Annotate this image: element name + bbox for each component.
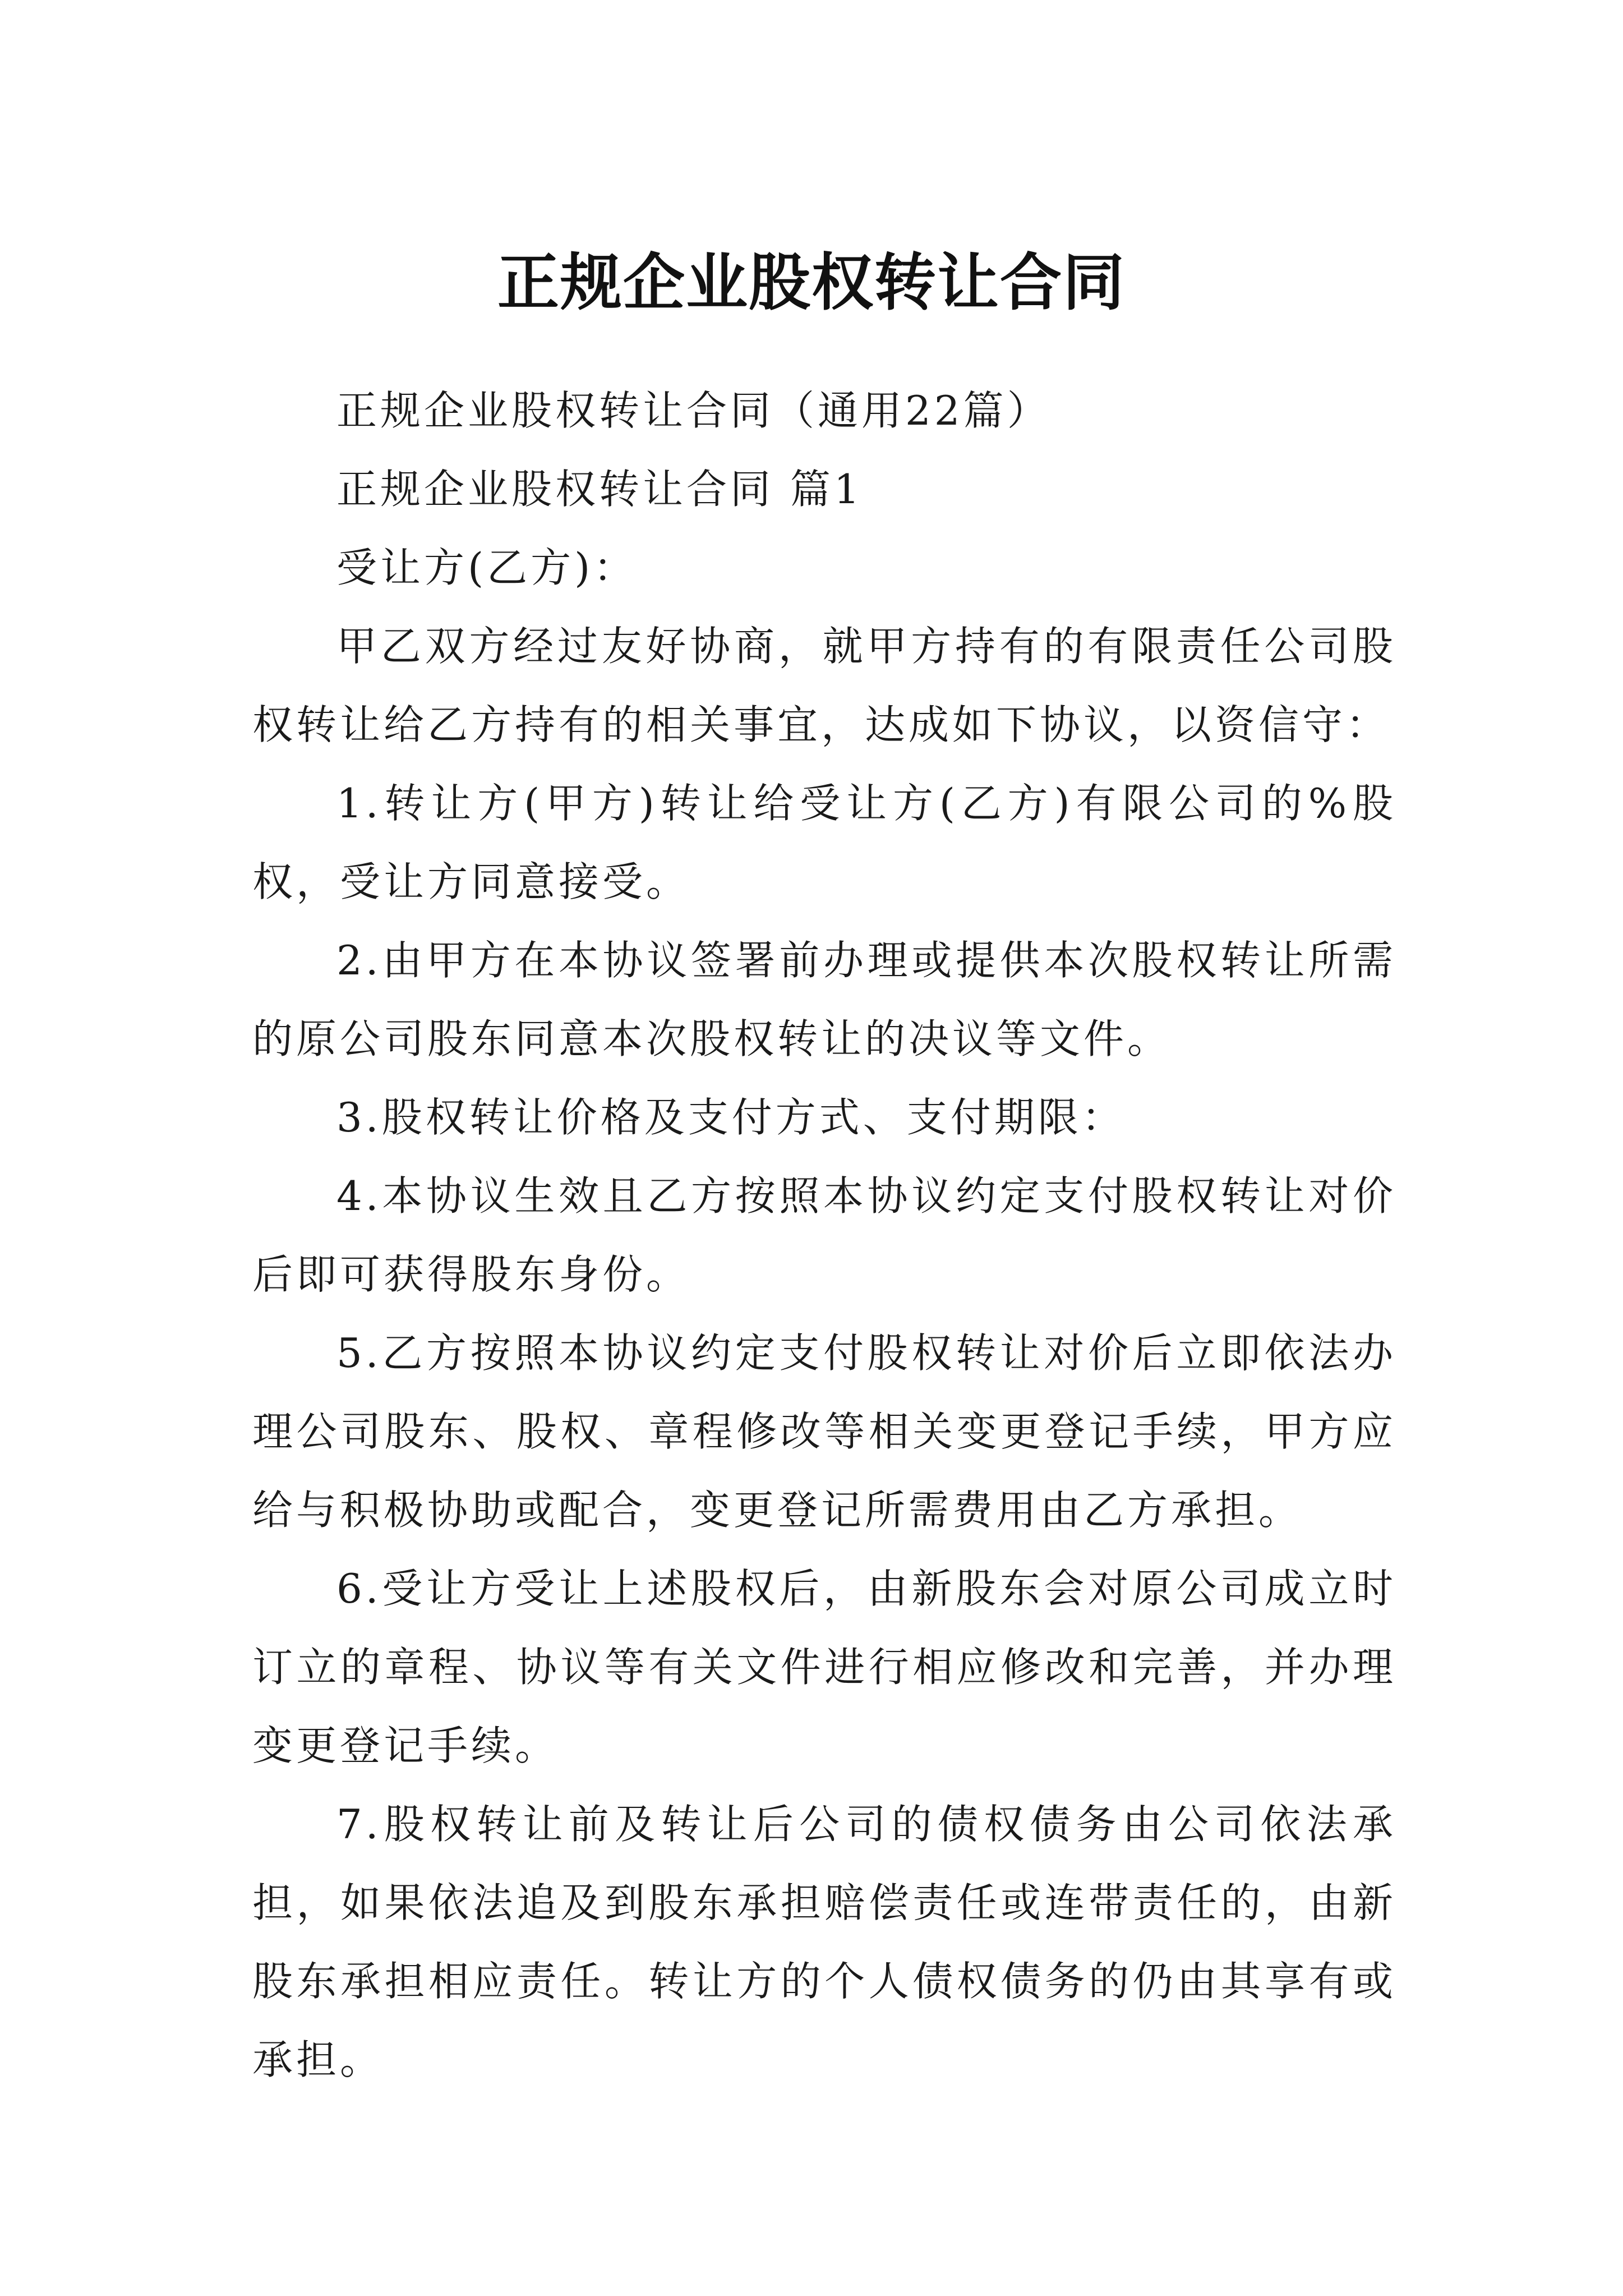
- clause-2: 2.由甲方在本协议签署前办理或提供本次股权转让所需的原公司股东同意本次股权转让的决议等文件。: [252, 937, 1396, 1062]
- clause-7: 7.股权转让前及转让后公司的债权债务由公司依法承担，如果依法追及到股东承担赔偿责任或连带责任的，由新股东承担相应责任。转让方的个人债权债务的仍由其享有或承担。: [252, 1801, 1396, 2083]
- clause-1: 1.转让方(甲方)转让给受让方(乙方)有限公司的%股权，受让方同意接受。: [252, 780, 1396, 905]
- clause-5: 5.乙方按照本协议约定支付股权转让对价后立即依法办理公司股东、股权、章程修改等相关变更登记手续，甲方应给与积极协助或配合，变更登记所需费用由乙方承担。: [252, 1329, 1396, 1534]
- paragraph-party-b: 受让方(乙方)：: [336, 544, 638, 591]
- document-title: 正规企业股权转让合同: [497, 246, 1126, 319]
- clause-6: 6.受让方受让上述股权后，由新股东会对原公司成立时订立的章程、协议等有关文件进行相应修改和完善，并办理变更登记手续。: [252, 1565, 1396, 1769]
- clause-3: 3.股权转让价格及支付方式、支付期限：: [336, 1094, 1126, 1141]
- document-body: [252, 371, 1396, 2099]
- paragraph-section-heading: 正规企业股权转让合同 篇1: [336, 466, 863, 513]
- paragraph-subtitle: 正规企业股权转让合同（通用22篇）: [336, 387, 1051, 434]
- clause-4: 4.本协议生效且乙方按照本协议约定支付股权转让对价后即可获得股东身份。: [252, 1172, 1396, 1298]
- paragraph-preamble: 甲乙双方经过友好协商，就甲方持有的有限责任公司股权转让给乙方持有的相关事宜，达成如下协议，以资信守：: [252, 623, 1396, 748]
